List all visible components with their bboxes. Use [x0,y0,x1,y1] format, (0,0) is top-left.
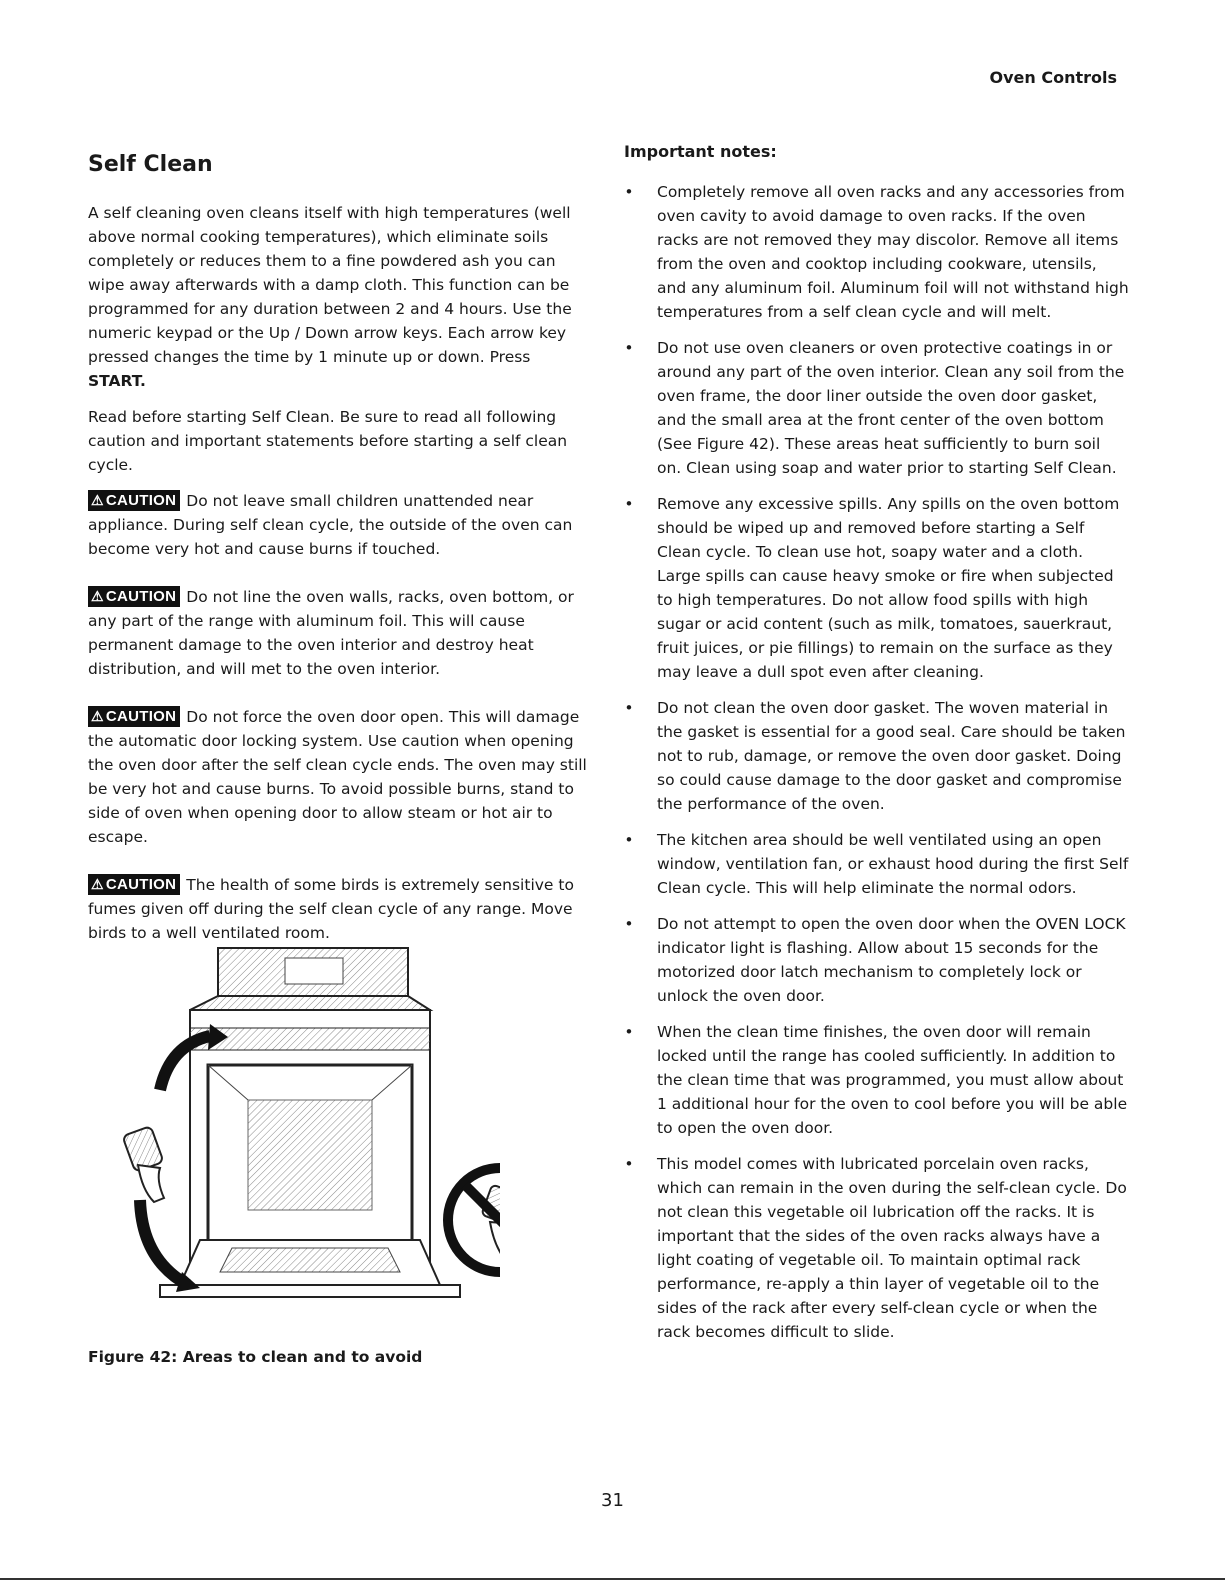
warning-icon: ⚠ [91,876,104,892]
warning-icon: ⚠ [91,588,104,604]
list-item [624,1020,1129,1140]
section-title: Self Clean [88,152,213,177]
caution-label: CAUTION [105,492,177,509]
door-bottom [160,1285,460,1297]
note-text: When the clean time finishes, the oven door will remain locked until the range has cooled sufficiently. In addition to the clean time that was programmed, you must allow about 1 additional hour for the oven to cool before you will be able to open the oven door. [657,1023,1128,1137]
caution-label: CAUTION [105,876,177,893]
bullet-icon: • [624,339,634,357]
list-item [624,180,1129,324]
prohibited-icon [448,1168,500,1272]
notes-list [624,180,1129,1344]
list-item [624,336,1129,480]
caution-badge [88,490,180,511]
read-before-paragraph: Read before starting Self Clean. Be sure to read all following caution and important statements before starting a self clean cycle. [88,408,568,474]
caution-badge [88,706,180,727]
warning-icon: ⚠ [91,492,104,508]
note-text: Completely remove all oven racks and any accessories from oven cavity to avoid damage to oven racks. If the oven racks are not removed they may discolor. Remove all items from the oven and cooktop including cookware, utensils, and any aluminum foil. Aluminum foil will not withstand high temperatures from a self clean cycle and will melt. [657,183,1129,321]
notes-title: Important notes: [624,142,777,161]
bottom-rule [0,1578,1225,1580]
caution-text: Do not force the oven door open. This will damage the automatic door locking system. Use caution when opening the oven door after the self clean cycle ends. The oven may still be very hot and cause burns. To avoid possible burns, stand to side of oven when opening door to allow steam or hot air to escape. [88,708,587,846]
caution-badge [88,874,180,895]
note-text: The kitchen area should be well ventilated using an open window, ventilation fan, or exhaust hood during the first Self Clean cycle. This will help eliminate the normal odors. [657,831,1129,897]
note-text: Do not use oven cleaners or oven protective coatings in or around any part of the oven interior. Clean any soil from the oven frame, the door liner outside the oven door gasket, and the small area at the front center of the oven bottom (See Figure 42). These areas heat sufficiently to burn soil on. Clean using soap and water prior to starting Self Clean. [657,339,1125,477]
caution-label: CAUTION [105,588,177,605]
cooktop [190,996,430,1010]
running-header: Oven Controls [989,68,1117,87]
figure-caption: Figure 42: Areas to clean and to avoid [88,1348,423,1366]
caution-text: Do not leave small children unattended near appliance. During self clean cycle, the outside of the oven can become very hot and cause burns if touched. [88,492,573,558]
display-window [285,958,343,984]
intro-text: A self cleaning oven cleans itself with high temperatures (well above normal cooking temperatures), which eliminate soils completely or reduces them to a fine powdered ash you can wipe away afterwards with a damp cloth. This function can be programmed for any duration between 2 and 4 hours. Use the numeric keypad or the Up / Down arrow keys. Each arrow key pressed changes the time by 1 minute up or down. Press [88,204,572,366]
note-text: Do not clean the oven door gasket. The woven material in the gasket is essential for a good seal. Care should be taken not to rub, damage, or remove the oven door gasket. Doing so could cause damage to the door gasket and compromise the performance of the oven. [657,699,1126,813]
warning-icon: ⚠ [91,708,104,724]
bullet-icon: • [624,495,634,513]
oven-illustration [120,940,500,1320]
caution-4 [88,873,588,945]
caution-label: CAUTION [105,708,177,725]
list-item [624,696,1129,816]
door-window [220,1248,400,1272]
note-text: Remove any excessive spills. Any spills on the oven bottom should be wiped up and removed before starting a Self Clean cycle. To clean use hot, soapy water and a cloth. Large spills can cause heavy smoke or fire when subjected to high temperatures. Do not allow food spills with high sugar or acid content (such as milk, tomatoes, sauerkraut, fruit juices, or pie fillings) to remain on the surface as they may leave a dull spot even after cleaning. [657,495,1120,681]
start-keyword: START. [88,372,146,390]
list-item [624,828,1129,900]
caution-1 [88,489,588,561]
caution-text: Do not line the oven walls, racks, oven bottom, or any part of the range with aluminum foil. This will cause permanent damage to the oven interior and destroy heat distribution, and will met to the oven interior. [88,588,574,678]
right-column [624,140,1129,1356]
caution-text: The health of some birds is extremely sensitive to fumes given off during the self clean cycle of any range. Move birds to a well ventilated room. [88,876,574,942]
oven-diagram [120,940,500,1320]
bullet-icon: • [624,831,634,849]
note-text: This model comes with lubricated porcelain oven racks, which can remain in the oven during the self-clean cycle. Do not clean this vegetable oil lubrication off the racks. It is important that the sides of the oven racks always have a light coating of vegetable oil. To maintain optimal rack performance, re-apply a thin layer of vegetable oil to the sides of the rack after every self-clean cycle or when the rack becomes difficult to slide. [657,1155,1127,1341]
bullet-icon: • [624,1023,634,1041]
caution-badge [88,586,180,607]
bullet-icon: • [624,183,634,201]
bullet-icon: • [624,915,634,933]
oven-frame [190,1028,430,1050]
curved-arrow-bottom [140,1200,188,1285]
hand-icon [138,1165,164,1202]
left-column [88,150,588,969]
list-item [624,1152,1129,1344]
note-text: Do not attempt to open the oven door when the OVEN LOCK indicator light is flashing. Allow about 15 seconds for the motorized door latch mechanism to completely lock or unlock the oven door. [657,915,1126,1005]
caution-3 [88,705,588,849]
bullet-icon: • [624,1155,634,1173]
bullet-icon: • [624,699,634,717]
caution-2 [88,585,588,681]
intro-paragraph [88,201,588,393]
page-number: 31 [601,1490,624,1511]
list-item [624,492,1129,684]
oven-back-wall [248,1100,372,1210]
list-item [624,912,1129,1008]
